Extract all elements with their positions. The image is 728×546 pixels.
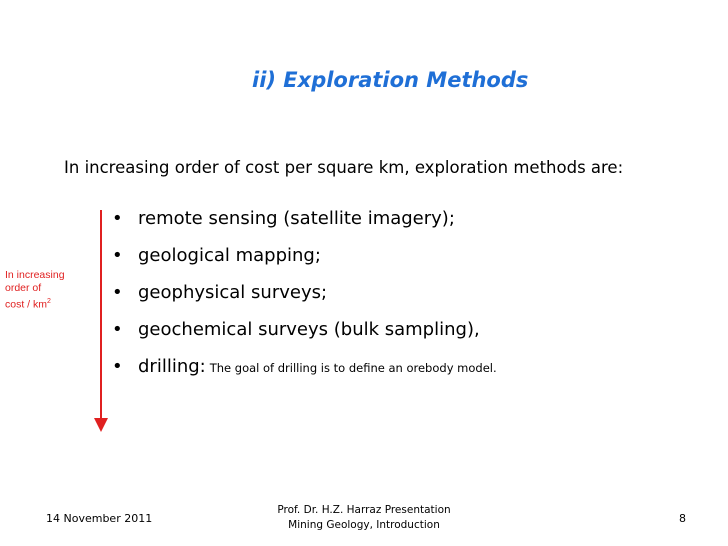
exploration-methods-list <box>112 200 497 385</box>
increasing-cost-arrow-icon <box>94 210 108 432</box>
bullet-icon: • <box>112 282 123 303</box>
list-item <box>112 237 497 274</box>
cost-order-label-superscript: 2 <box>47 298 51 305</box>
footer-presenter-line2: Mining Geology, Introduction <box>288 519 440 531</box>
footer-date: 14 November 2011 <box>46 512 153 525</box>
bullet-icon: • <box>112 208 123 229</box>
slide-title: ii) Exploration Methods <box>252 68 529 92</box>
cost-order-label-line3 <box>5 295 65 312</box>
list-item-text: geophysical surveys; <box>138 282 328 303</box>
bullet-icon: • <box>112 356 123 377</box>
bullet-icon: • <box>112 319 123 340</box>
list-item-text: remote sensing (satellite imagery); <box>138 208 455 229</box>
drilling-note: The goal of drilling is to define an orebody model. <box>209 361 497 375</box>
footer-presenter-line1: Prof. Dr. H.Z. Harraz Presentation <box>277 504 451 516</box>
list-item <box>112 348 497 385</box>
cost-order-label-unit: cost / km <box>5 298 48 311</box>
intro-text: In increasing order of cost per square km, exploration methods are: <box>64 158 624 177</box>
cost-order-label-line1: In increasing <box>5 269 65 281</box>
list-item <box>112 311 497 348</box>
list-item-text: geological mapping; <box>138 245 321 266</box>
cost-order-label <box>5 269 65 312</box>
footer-presenter <box>254 503 474 533</box>
list-item-text: drilling: <box>138 356 206 377</box>
cost-order-label-line2: order of <box>5 282 42 294</box>
list-item <box>112 200 497 237</box>
page-number: 8 <box>679 512 686 525</box>
list-item <box>112 274 497 311</box>
bullet-icon: • <box>112 245 123 266</box>
list-item-text: geochemical surveys (bulk sampling), <box>138 319 480 340</box>
